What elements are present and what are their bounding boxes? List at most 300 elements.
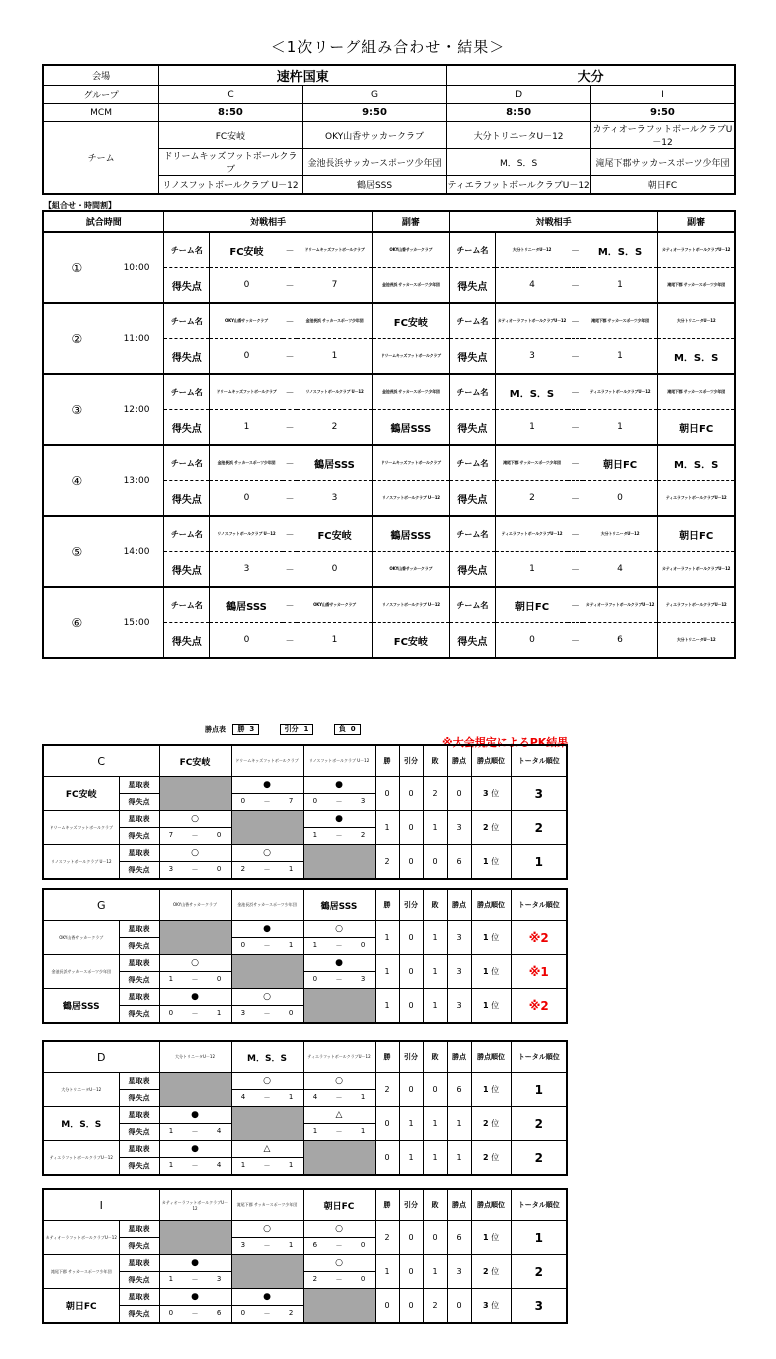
venue-label: 会場 xyxy=(43,65,159,86)
star-label: 星取表 xyxy=(119,921,159,938)
rank xyxy=(471,1141,511,1176)
score-b: 6 xyxy=(583,623,658,659)
score-b: 7 xyxy=(297,268,372,304)
result-symbol: ○ xyxy=(303,1255,375,1272)
overview-table xyxy=(42,64,736,195)
goals-for: 2 xyxy=(240,865,246,873)
dash: － xyxy=(335,832,343,840)
team-a: カティオーラフットボールクラブU－12 xyxy=(495,303,568,339)
draws-header: 引分 xyxy=(399,1189,423,1221)
goals-against: 1 xyxy=(288,1161,294,1169)
self-cell xyxy=(303,845,375,880)
goals-against: 1 xyxy=(360,1093,366,1101)
score-label: 得失点 xyxy=(119,1306,159,1324)
dash: － xyxy=(285,281,295,292)
dash: － xyxy=(570,494,580,505)
score-b: 0 xyxy=(583,481,658,517)
mcm-time: 9:50 xyxy=(590,104,735,122)
referee: 朝日FC xyxy=(658,516,735,552)
star-label: 星取表 xyxy=(119,1289,159,1306)
result-symbol: ● xyxy=(159,1107,231,1124)
total-header: トータル順位 xyxy=(511,745,567,777)
team-b: リノスフットボールクラブ U－12 xyxy=(297,374,372,410)
wins-header: 勝 xyxy=(375,889,399,921)
dash: － xyxy=(285,352,295,363)
star-label: 星取表 xyxy=(119,1107,159,1124)
wins: 0 xyxy=(375,1289,399,1324)
referee: ドリームキッズフットボールクラブ xyxy=(372,339,449,375)
points: 3 xyxy=(447,955,471,989)
goals-for: 1 xyxy=(168,1127,174,1135)
referee: 金池長浜 サッカースポーツ少年団 xyxy=(372,374,449,410)
team-a: 鶴居SSS xyxy=(210,587,283,623)
result-symbol: ○ xyxy=(303,1073,375,1090)
team-b: 大分トリニータU－12 xyxy=(583,516,658,552)
total-rank: ※2 xyxy=(511,921,567,955)
team-a: ティエラフットボールクラブU－12 xyxy=(495,516,568,552)
score-a: 0 xyxy=(210,481,283,517)
rank xyxy=(471,1221,511,1255)
losses: 1 xyxy=(423,989,447,1024)
points: 3 xyxy=(447,989,471,1024)
result-score xyxy=(159,1306,231,1324)
header-time: 試合時間 xyxy=(43,211,164,232)
team-name: 鶴居SSS xyxy=(43,989,119,1024)
dash: － xyxy=(285,494,295,505)
team-name: 大分トリニータU－12 xyxy=(43,1073,119,1107)
goals-for: 0 xyxy=(168,1309,174,1317)
rank-value: 3 xyxy=(482,1301,489,1310)
match-row xyxy=(43,587,735,623)
legend-title: 勝点表 xyxy=(205,725,226,734)
total-rank: 2 xyxy=(511,1141,567,1176)
venue-name: 大分 xyxy=(447,65,735,86)
goals-against: 1 xyxy=(288,1093,294,1101)
rank-suffix: 位 xyxy=(491,1267,500,1276)
legend-loss-label: 負 xyxy=(338,725,346,733)
rank-suffix: 位 xyxy=(491,1153,500,1162)
team-name: 滝尾下郡サッカースポーツ少年団 xyxy=(590,149,735,176)
match-row xyxy=(43,303,735,339)
score-label: 得失点 xyxy=(119,1124,159,1141)
result-symbol: ● xyxy=(303,777,375,794)
team-b: 朝日FC xyxy=(583,445,658,481)
result-score xyxy=(231,1090,303,1107)
score-b: 2 xyxy=(297,410,372,446)
goals-for: 0 xyxy=(240,1309,246,1317)
self-cell xyxy=(159,777,231,811)
rank xyxy=(471,921,511,955)
rank xyxy=(471,777,511,811)
referee: ティエラフットボールクラブU－12 xyxy=(658,587,735,623)
goals-against: 0 xyxy=(216,865,222,873)
rank-suffix: 位 xyxy=(491,1085,500,1094)
result-score xyxy=(303,1272,375,1289)
referee: 朝日FC xyxy=(658,410,735,446)
match-number: ⑤ xyxy=(43,516,110,587)
dash: － xyxy=(570,281,580,292)
dash: － xyxy=(263,1242,271,1250)
header-ref: 副審 xyxy=(372,211,449,232)
total-header: トータル順位 xyxy=(511,889,567,921)
dash: － xyxy=(263,1010,271,1018)
match-row xyxy=(43,374,735,410)
result-score xyxy=(159,862,231,880)
self-cell xyxy=(231,1107,303,1141)
dash: － xyxy=(335,1094,343,1102)
team-name: OKY山香サッカークラブ xyxy=(43,921,119,955)
rank-suffix: 位 xyxy=(491,1001,500,1010)
goals-for: 0 xyxy=(312,975,318,983)
result-score xyxy=(303,1124,375,1141)
result-symbol: ● xyxy=(159,989,231,1006)
dash: － xyxy=(283,374,298,410)
dash: － xyxy=(335,1276,343,1284)
team-label: チーム名 xyxy=(449,445,495,481)
standings-table-g xyxy=(42,888,568,1024)
match-time: 14:00 xyxy=(110,516,164,587)
goals-for: 0 xyxy=(240,941,246,949)
score-a: 0 xyxy=(210,339,283,375)
dash: － xyxy=(285,636,295,647)
mcm-time: 8:50 xyxy=(447,104,591,122)
goals-for: 4 xyxy=(312,1093,318,1101)
dash: － xyxy=(191,1010,199,1018)
rank xyxy=(471,1073,511,1107)
score-a: 3 xyxy=(495,339,568,375)
referee: 滝尾下郡 サッカースポーツ少年団 xyxy=(658,268,735,304)
score-label: 得失点 xyxy=(164,623,210,659)
losses: 1 xyxy=(423,1255,447,1289)
rank xyxy=(471,811,511,845)
rank-value: 1 xyxy=(482,1001,489,1010)
total-rank: 2 xyxy=(511,811,567,845)
team-row xyxy=(43,811,567,828)
opponent-header: 大分トリニータU－12 xyxy=(159,1041,231,1073)
losses: 0 xyxy=(423,845,447,880)
team-a: ドリームキッズフットボールクラブ xyxy=(210,374,283,410)
team-label: チーム名 xyxy=(164,516,210,552)
points-legend xyxy=(205,724,361,735)
referee: FC安岐 xyxy=(372,303,449,339)
dash: － xyxy=(283,303,298,339)
rank xyxy=(471,845,511,880)
losses-header: 敗 xyxy=(423,745,447,777)
goals-for: 1 xyxy=(168,1161,174,1169)
goals-against: 0 xyxy=(360,1241,366,1249)
team-name: FC安岐 xyxy=(159,122,303,149)
dash: － xyxy=(568,445,583,481)
score-label: 得失点 xyxy=(449,481,495,517)
pk-note: ※大会規定によるPK結果 xyxy=(442,736,569,749)
score-label: 得失点 xyxy=(164,410,210,446)
goals-for: 1 xyxy=(312,1127,318,1135)
team-label: チーム名 xyxy=(449,374,495,410)
dash: － xyxy=(335,976,343,984)
rank-value: 2 xyxy=(482,823,489,832)
team-label: チーム名 xyxy=(449,303,495,339)
wins-header: 勝 xyxy=(375,745,399,777)
score-a: 0 xyxy=(210,268,283,304)
rank-suffix: 位 xyxy=(491,933,500,942)
score-b: 1 xyxy=(297,623,372,659)
wins: 0 xyxy=(375,1107,399,1141)
referee: 鶴居SSS xyxy=(372,516,449,552)
goals-against: 0 xyxy=(216,975,222,983)
score-label: 得失点 xyxy=(119,972,159,989)
match-number: ② xyxy=(43,303,110,374)
goals-for: 6 xyxy=(312,1241,318,1249)
score-label: 得失点 xyxy=(449,552,495,588)
score-label: 得失点 xyxy=(119,794,159,811)
referee: ドリームキッズフットボールクラブ xyxy=(372,445,449,481)
draws: 0 xyxy=(399,955,423,989)
dash: － xyxy=(283,445,298,481)
group-name: D xyxy=(447,86,591,104)
score-a: 1 xyxy=(495,410,568,446)
score-label: 得失点 xyxy=(119,862,159,880)
dash: － xyxy=(283,587,298,623)
schedule-caption: 【組合せ・時間割】 xyxy=(44,201,116,210)
legend-draw-value: 1 xyxy=(303,725,309,733)
match-number: ⑥ xyxy=(43,587,110,658)
goals-against: 0 xyxy=(360,1275,366,1283)
group-name: I xyxy=(590,86,735,104)
result-symbol: ○ xyxy=(159,811,231,828)
legend-draw-label: 引分 xyxy=(284,725,299,733)
mcm-label: MCM xyxy=(43,104,159,122)
team-name: 朝日FC xyxy=(590,176,735,195)
score-a: 3 xyxy=(210,552,283,588)
total-rank: ※2 xyxy=(511,989,567,1024)
draws-header: 引分 xyxy=(399,889,423,921)
rank-suffix: 位 xyxy=(491,857,500,866)
goals-against: 1 xyxy=(288,865,294,873)
star-label: 星取表 xyxy=(119,811,159,828)
legend-win-label: 勝 xyxy=(237,725,245,733)
star-label: 星取表 xyxy=(119,989,159,1006)
match-time: 12:00 xyxy=(110,374,164,445)
score-b: 3 xyxy=(297,481,372,517)
opponent-header: OKY山香サッカークラブ xyxy=(159,889,231,921)
goals-against: 4 xyxy=(216,1161,222,1169)
points: 1 xyxy=(447,1141,471,1176)
opponent-header: M．S．S xyxy=(231,1041,303,1073)
team-label: チーム名 xyxy=(164,587,210,623)
dash: － xyxy=(568,374,583,410)
team-name: 大分トリニータU－12 xyxy=(447,122,591,149)
team-name: 朝日FC xyxy=(43,1289,119,1324)
dash: － xyxy=(335,798,343,806)
rank xyxy=(471,955,511,989)
total-rank: 2 xyxy=(511,1255,567,1289)
goals-against: 2 xyxy=(360,831,366,839)
result-symbol: △ xyxy=(303,1107,375,1124)
header-match: 対戦相手 xyxy=(449,211,657,232)
team-name: 金池長浜サッカースポーツ少年団 xyxy=(302,149,447,176)
result-symbol: ● xyxy=(231,1289,303,1306)
referee: 大分トリニータU－12 xyxy=(658,303,735,339)
dash: － xyxy=(285,565,295,576)
goals-against: 1 xyxy=(288,941,294,949)
total-rank: 3 xyxy=(511,1289,567,1324)
points: 6 xyxy=(447,845,471,880)
team-label: チーム xyxy=(43,122,159,195)
team-b: ティエラフットボールクラブU－12 xyxy=(583,374,658,410)
score-label: 得失点 xyxy=(119,1158,159,1176)
dash: － xyxy=(191,1162,199,1170)
team-name: ドリームキッズフットボールクラブ xyxy=(159,149,303,176)
group-name: G xyxy=(302,86,447,104)
team-row xyxy=(43,777,567,794)
dash: － xyxy=(570,636,580,647)
group-name: D xyxy=(43,1041,159,1073)
goals-for: 3 xyxy=(240,1241,246,1249)
star-label: 星取表 xyxy=(119,1255,159,1272)
points-header: 勝点 xyxy=(447,1189,471,1221)
wins: 1 xyxy=(375,811,399,845)
goals-for: 1 xyxy=(312,941,318,949)
losses: 2 xyxy=(423,777,447,811)
team-a: 金池長浜 サッカースポーツ少年団 xyxy=(210,445,283,481)
dash: － xyxy=(568,303,583,339)
score-label: 得失点 xyxy=(119,1090,159,1107)
points: 6 xyxy=(447,1073,471,1107)
result-symbol: △ xyxy=(231,1141,303,1158)
self-cell xyxy=(231,1255,303,1289)
goals-against: 3 xyxy=(216,1275,222,1283)
match-time: 15:00 xyxy=(110,587,164,658)
rank xyxy=(471,1289,511,1324)
team-name: 鶴居SSS xyxy=(302,176,447,195)
team-b: OKY山香サッカークラブ xyxy=(297,587,372,623)
star-label: 星取表 xyxy=(119,1073,159,1090)
opponent-header: リノスフットボールクラブ U－12 xyxy=(303,745,375,777)
rank-suffix: 位 xyxy=(491,1301,500,1310)
team-name: ドリームキッズフットボールクラブ xyxy=(43,811,119,845)
dash: － xyxy=(568,232,583,268)
goals-for: 4 xyxy=(240,1093,246,1101)
opponent-header: ティエラフットボールクラブU－12 xyxy=(303,1041,375,1073)
wins: 2 xyxy=(375,1221,399,1255)
team-name: M．S．S xyxy=(43,1107,119,1141)
total-header: トータル順位 xyxy=(511,1189,567,1221)
group-label: グループ xyxy=(43,86,159,104)
score-b: 4 xyxy=(583,552,658,588)
team-b: 鶴居SSS xyxy=(297,445,372,481)
match-number: ④ xyxy=(43,445,110,516)
total-rank: 1 xyxy=(511,1073,567,1107)
rank-suffix: 位 xyxy=(491,1119,500,1128)
wins-header: 勝 xyxy=(375,1041,399,1073)
result-score xyxy=(231,1306,303,1324)
dash: － xyxy=(191,832,199,840)
losses: 1 xyxy=(423,1107,447,1141)
dash: － xyxy=(191,1276,199,1284)
opponent-header: カティオーラフットボールクラブU－12 xyxy=(159,1189,231,1221)
dash: － xyxy=(335,1242,343,1250)
referee: カティオーラフットボールクラブU－12 xyxy=(658,552,735,588)
team-b: ドリームキッズフットボールクラブ xyxy=(297,232,372,268)
draws: 1 xyxy=(399,1107,423,1141)
dash: － xyxy=(570,423,580,434)
rank xyxy=(471,1255,511,1289)
team-name: リノスフットボールクラブ U－12 xyxy=(43,845,119,880)
team-name: FC安岐 xyxy=(43,777,119,811)
goals-against: 0 xyxy=(216,831,222,839)
referee: OKY山香サッカークラブ xyxy=(372,552,449,588)
draws: 0 xyxy=(399,811,423,845)
score-label: 得失点 xyxy=(449,410,495,446)
dash: － xyxy=(283,232,298,268)
team-name: OKY山香サッカークラブ xyxy=(302,122,447,149)
referee: 大分トリニータU－12 xyxy=(658,623,735,659)
team-b: カティオーラフットボールクラブU－12 xyxy=(583,587,658,623)
total-rank: ※1 xyxy=(511,955,567,989)
score-b: 1 xyxy=(583,268,658,304)
wins: 0 xyxy=(375,777,399,811)
team-name: カティオーラフットボールクラブU－12 xyxy=(43,1221,119,1255)
losses: 0 xyxy=(423,1073,447,1107)
goals-for: 3 xyxy=(168,865,174,873)
dash: － xyxy=(263,942,271,950)
rank-value: 2 xyxy=(482,1267,489,1276)
rank-value: 1 xyxy=(482,1233,489,1242)
score-b: 1 xyxy=(583,339,658,375)
rank-suffix: 位 xyxy=(491,789,500,798)
rank-header: 勝点順位 xyxy=(471,1189,511,1221)
goals-against: 1 xyxy=(288,1241,294,1249)
result-score xyxy=(231,1158,303,1176)
wins: 2 xyxy=(375,845,399,880)
losses: 2 xyxy=(423,1289,447,1324)
dash: － xyxy=(335,1128,343,1136)
score-label: 得失点 xyxy=(119,1006,159,1024)
goals-for: 3 xyxy=(240,1009,246,1017)
team-row xyxy=(43,989,567,1006)
score-a: 1 xyxy=(495,552,568,588)
referee: 金池長浜 サッカースポーツ少年団 xyxy=(372,268,449,304)
referee: OKY山香サッカークラブ xyxy=(372,232,449,268)
team-row xyxy=(43,1289,567,1306)
wins: 1 xyxy=(375,989,399,1024)
group-name: I xyxy=(43,1189,159,1221)
losses: 1 xyxy=(423,955,447,989)
wins: 1 xyxy=(375,955,399,989)
team-row xyxy=(43,1107,567,1124)
match-time: 10:00 xyxy=(110,232,164,303)
team-a: リノスフットボールクラブ U－12 xyxy=(210,516,283,552)
result-symbol: ○ xyxy=(159,845,231,862)
score-label: 得失点 xyxy=(449,623,495,659)
points: 3 xyxy=(447,1255,471,1289)
team-b: FC安岐 xyxy=(297,516,372,552)
opponent-header: FC安岐 xyxy=(159,745,231,777)
rank-suffix: 位 xyxy=(491,1233,500,1242)
group-name: C xyxy=(43,745,159,777)
result-symbol: ○ xyxy=(231,1073,303,1090)
rank-header: 勝点順位 xyxy=(471,745,511,777)
team-row xyxy=(43,1221,567,1238)
losses: 1 xyxy=(423,1141,447,1176)
score-a: 4 xyxy=(495,268,568,304)
score-a: 0 xyxy=(495,623,568,659)
rank-value: 2 xyxy=(482,1119,489,1128)
result-score xyxy=(159,1158,231,1176)
team-row xyxy=(43,1141,567,1158)
result-score xyxy=(231,938,303,955)
referee: M．S．S xyxy=(658,339,735,375)
